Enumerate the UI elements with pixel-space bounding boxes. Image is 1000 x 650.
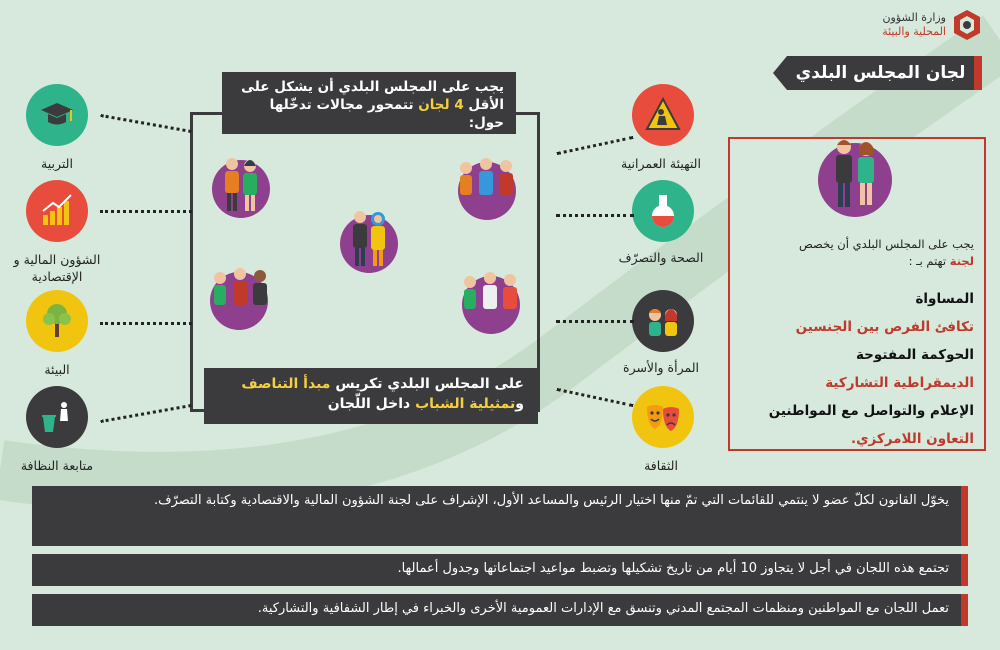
- connector-dots: [100, 404, 191, 423]
- info-bar: تعمل اللجان مع المواطنين ومنظمات المجتمع المدني وتنسق مع الإدارات العمومية الأخرى والخبراء في إطار الشفافية والتشاركية.: [32, 594, 968, 626]
- connector-dots: [100, 210, 192, 213]
- top-info-box: [222, 72, 516, 134]
- top-box-text2: تتمحور مجالات تدخّلها حول:: [269, 97, 504, 132]
- ministry-logo-icon: [952, 8, 982, 42]
- topic-item: التعاون اللامركزي.: [851, 431, 974, 447]
- topic-item: الإعلام والتواصل مع المواطنين: [768, 403, 974, 419]
- intro-line2: تهتم بـ :: [908, 253, 950, 268]
- graduation-cap-icon: [26, 84, 88, 146]
- left-label-finance: الشؤون المالية و الإقتصادية: [13, 252, 101, 284]
- intro-line1: يجب على المجلس البلدي أن يخصص: [798, 237, 974, 251]
- topic-item: الديمقراطية التشاركية: [825, 375, 974, 391]
- connector-dots: [557, 388, 634, 407]
- flask-icon: [632, 180, 694, 242]
- couple-icon: [818, 143, 892, 217]
- ministry-logo: [882, 8, 982, 42]
- topic-item: المساواة: [915, 291, 974, 307]
- people-group-icon: [458, 162, 516, 220]
- connector-dots: [100, 322, 192, 325]
- right-label-women-family: المرأة والأسرة: [623, 360, 699, 375]
- logo-line2: المحلية والبيئة: [882, 25, 946, 38]
- bottom-box-text1: على المجلس البلدي تكريس: [330, 376, 524, 392]
- left-label-education: التربية: [41, 156, 73, 171]
- committee-intro: [738, 236, 974, 269]
- top-box-highlight: 4 لجان: [418, 97, 464, 114]
- left-label-cleanliness: متابعة النظافة: [20, 458, 94, 473]
- bottom-box-highlight1: مبدأ التناصف: [241, 376, 331, 392]
- connector-dots: [556, 214, 634, 217]
- top-box-text1: يجب على المجلس البلدي أن يشكل على الأقل: [241, 79, 504, 114]
- people-group-icon: [340, 215, 398, 273]
- bottom-info-box: [204, 368, 538, 424]
- intro-red: لجنة: [949, 253, 974, 268]
- connector-dots: [557, 136, 634, 155]
- family-icon: [632, 290, 694, 352]
- page-title: لجان المجلس البلدي: [787, 56, 982, 90]
- finance-chart-icon: [26, 180, 88, 242]
- trash-bin-icon: [26, 386, 88, 448]
- theater-masks-icon: [632, 386, 694, 448]
- people-group-icon: [212, 160, 270, 218]
- topic-item: الحوكمة المفتوحة: [855, 347, 974, 363]
- bottom-box-text3: داخل اللّجان: [327, 396, 416, 413]
- right-label-health: الصحة والتصرّف: [618, 250, 704, 265]
- connector-dots: [100, 114, 191, 133]
- bottom-box-highlight2: تمثيلية الشباب: [415, 396, 516, 413]
- construction-worker-icon: [632, 84, 694, 146]
- topic-item: تكافئ الفرص بين الجنسين: [795, 319, 974, 335]
- people-group-icon: [210, 272, 268, 330]
- committee-topics-list: [738, 285, 974, 453]
- right-label-urban-planning: التهيئة العمرانية: [621, 156, 701, 171]
- right-label-culture: الثقافة: [644, 458, 678, 473]
- bottom-box-text2: و: [515, 396, 524, 413]
- people-group-icon: [462, 276, 520, 334]
- logo-line1: وزارة الشؤون: [882, 11, 946, 25]
- info-bar: تجتمع هذه اللجان في أجل لا يتجاوز 10 أيام من تاريخ تشكيلها وتضبط مواعيد اجتماعاتها وجدول أعمالها.: [32, 554, 968, 586]
- left-label-environment: البيئة: [44, 362, 70, 377]
- tree-icon: [26, 290, 88, 352]
- info-bar: يخوّل القانون لكلّ عضو لا ينتمي للقائمات التي تمّ منها اختيار الرئيس والمساعد الأول، الإشراف على لجنة الشؤون المالية والاقتصادية وكتابة التصرّف.: [32, 486, 968, 546]
- connector-dots: [556, 320, 634, 323]
- gender-committee-box: [728, 137, 986, 451]
